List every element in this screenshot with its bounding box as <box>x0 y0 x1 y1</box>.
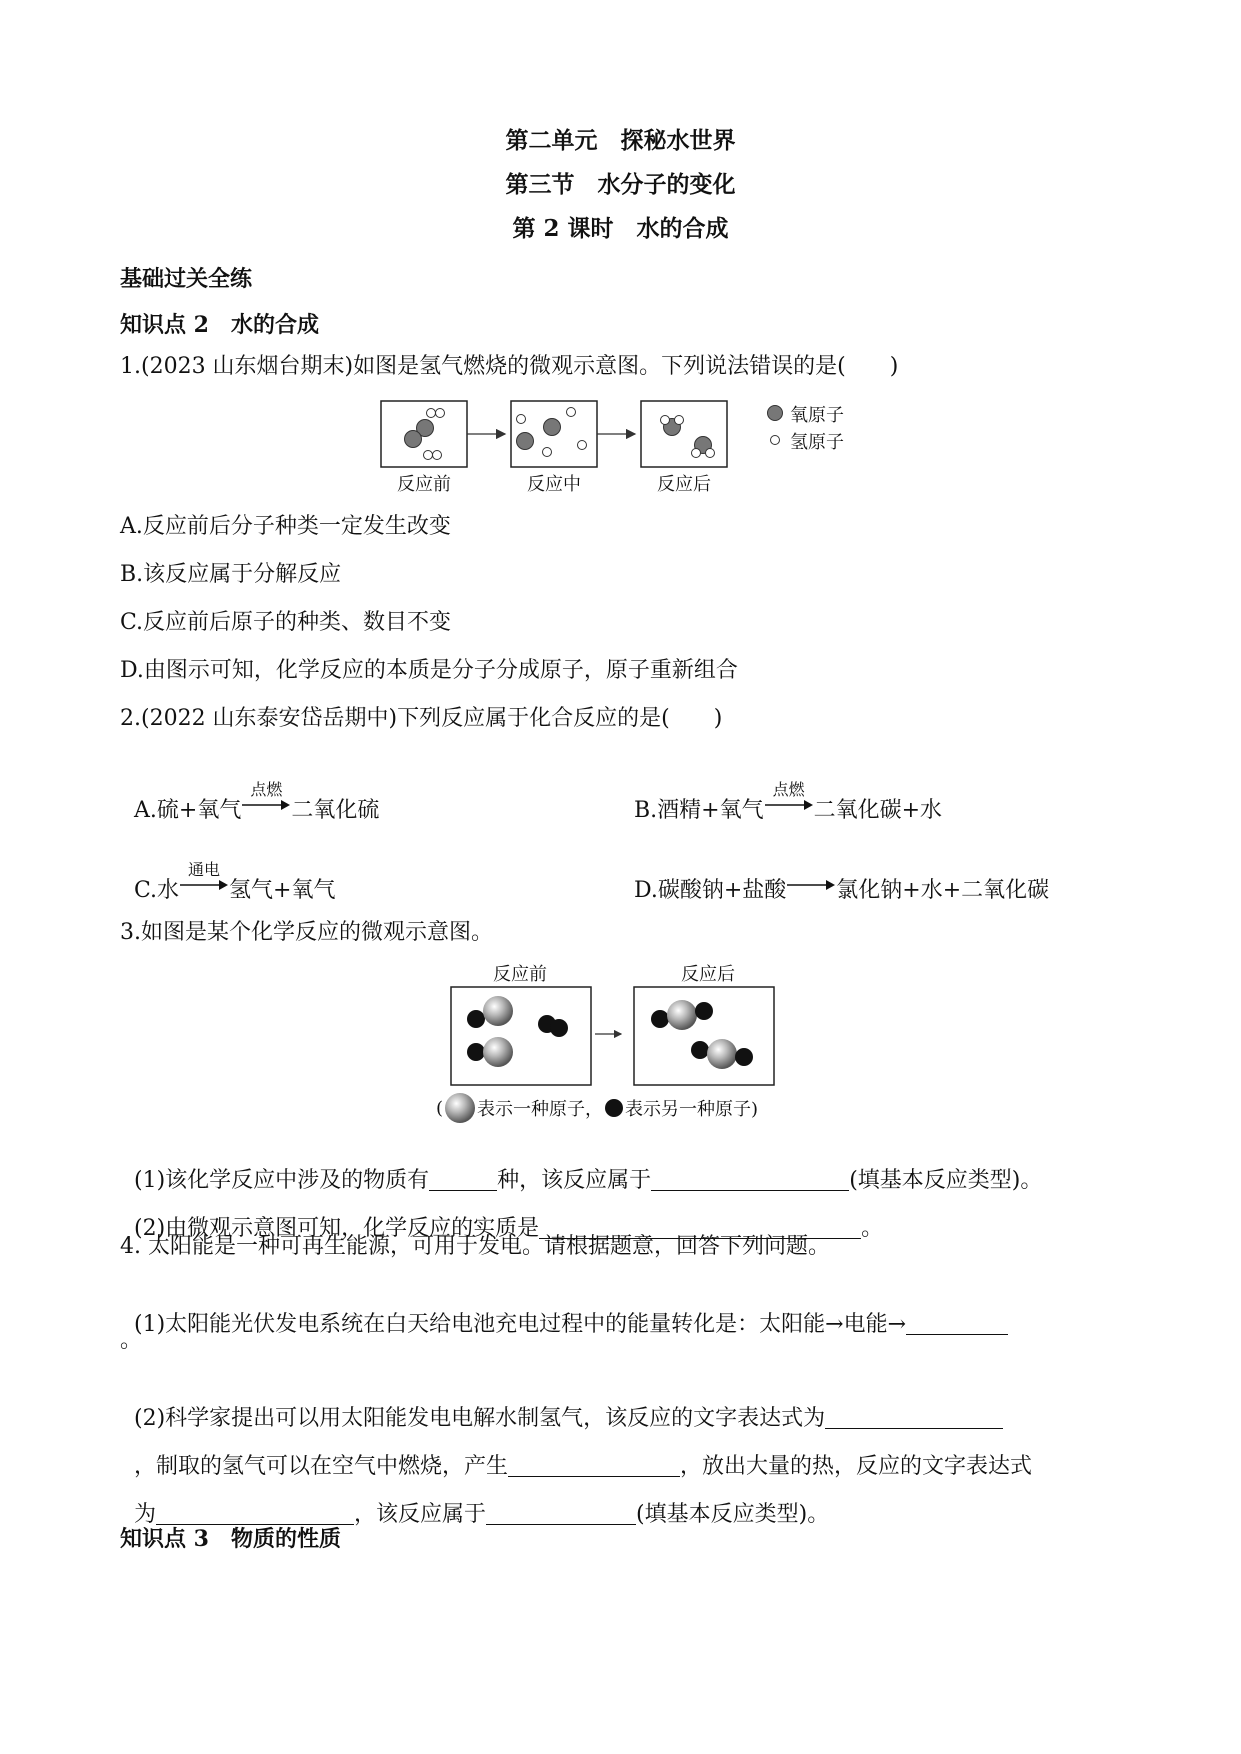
q2-option-a: A.硫+氧气 点燃 二氧化硫 <box>120 766 379 826</box>
q2-option-b: B.酒精+氧气 点燃 二氧化碳+水 <box>620 766 942 826</box>
section-title: 第三节 水分子的变化 <box>505 171 736 198</box>
q4-part-2-line-3: 为 ，该反应属于 (填基本反应类型)。 <box>134 1502 830 1527</box>
q1-stem: 1.(2023 山东烟台期末)如图是氢气燃烧的微观示意图。下列说法错误的是( ) <box>120 354 899 379</box>
q2-option-c: C.水 通电 氢气+氧气 <box>120 846 335 906</box>
small-atom-icon <box>603 1097 625 1119</box>
q3-box-after <box>634 987 774 1085</box>
q2-a-condition: 点燃 <box>250 780 283 799</box>
q4-part-1: (1)太阳能光伏发电系统在白天给电池充电过程中的能量转化是：太阳能→电能→ <box>120 1280 1008 1340</box>
q2-c-condition: 通电 <box>188 860 221 879</box>
practice-heading: 基础过关全练 <box>120 266 253 292</box>
q3-reaction-figure <box>445 982 785 1087</box>
q1-legend-hydrogen: 氢原子 <box>790 432 844 453</box>
q3-caption-before: 反应前 <box>493 964 547 985</box>
q1-caption-middle: 反应中 <box>527 474 581 495</box>
q2-option-d: D.碳酸钠+盐酸 氯化钠+水+二氧化碳 <box>634 878 1050 903</box>
knowledge-point-3: 知识点 3 物质的性质 <box>120 1526 341 1552</box>
q1-option-b: B.该反应属于分解反应 <box>120 562 342 587</box>
q3-caption-after: 反应后 <box>681 964 735 985</box>
q2-b-condition: 点燃 <box>772 780 805 799</box>
q1-caption-after: 反应后 <box>657 474 711 495</box>
q4-stem: 4. 太阳能是一种可再生能源，可用于发电。请根据题意，回答下列问题。 <box>120 1234 830 1259</box>
q4-part-1-end: 。 <box>120 1328 143 1353</box>
arrow-icon <box>786 877 836 897</box>
arrow-icon <box>241 780 291 817</box>
q2-stem: 2.(2022 山东泰安岱岳期中)下列反应属于化合反应的是( ) <box>120 706 723 731</box>
unit-title: 第二单元 探秘水世界 <box>505 127 736 154</box>
blank-field[interactable] <box>486 1502 636 1525</box>
q4-part-2-line-1: (2)科学家提出可以用太阳能发电电解水制氢气，该反应的文字表达式为 <box>120 1374 1003 1434</box>
arrow-icon <box>764 780 814 817</box>
q1-legend-oxygen: 氧原子 <box>790 405 844 426</box>
q3-stem: 3.如图是某个化学反应的微观示意图。 <box>120 920 493 945</box>
arrow-icon <box>179 860 229 897</box>
blank-field[interactable] <box>906 1312 1008 1335</box>
q1-caption-before: 反应前 <box>397 474 451 495</box>
q3-part-1: (1)该化学反应中涉及的物质有 种，该反应属于 (填基本反应类型)。 <box>134 1168 1043 1193</box>
q1-box-after <box>641 401 727 467</box>
q1-option-a: A.反应前后分子种类一定发生改变 <box>120 514 451 539</box>
big-atom-icon <box>443 1092 477 1124</box>
q4-part-2-line-2: ，制取的氢气可以在空气中燃烧，产生 ，放出大量的热，反应的文字表达式 <box>134 1454 1033 1479</box>
q1-option-d: D.由图示可知，化学反应的本质是分子分成原子，原子重新组合 <box>120 658 738 683</box>
q3-box-before <box>451 987 591 1085</box>
q3-legend: ( 表示一种原子， 表示另一种原子) <box>436 1092 758 1124</box>
q3-part-2: (2)由微观示意图可知，化学反应的实质是 。 <box>134 1216 884 1241</box>
q1-option-c: C.反应前后原子的种类、数目不变 <box>120 610 452 635</box>
lesson-title: 第 2 课时 水的合成 <box>512 215 729 242</box>
knowledge-point-2: 知识点 2 水的合成 <box>120 312 319 338</box>
